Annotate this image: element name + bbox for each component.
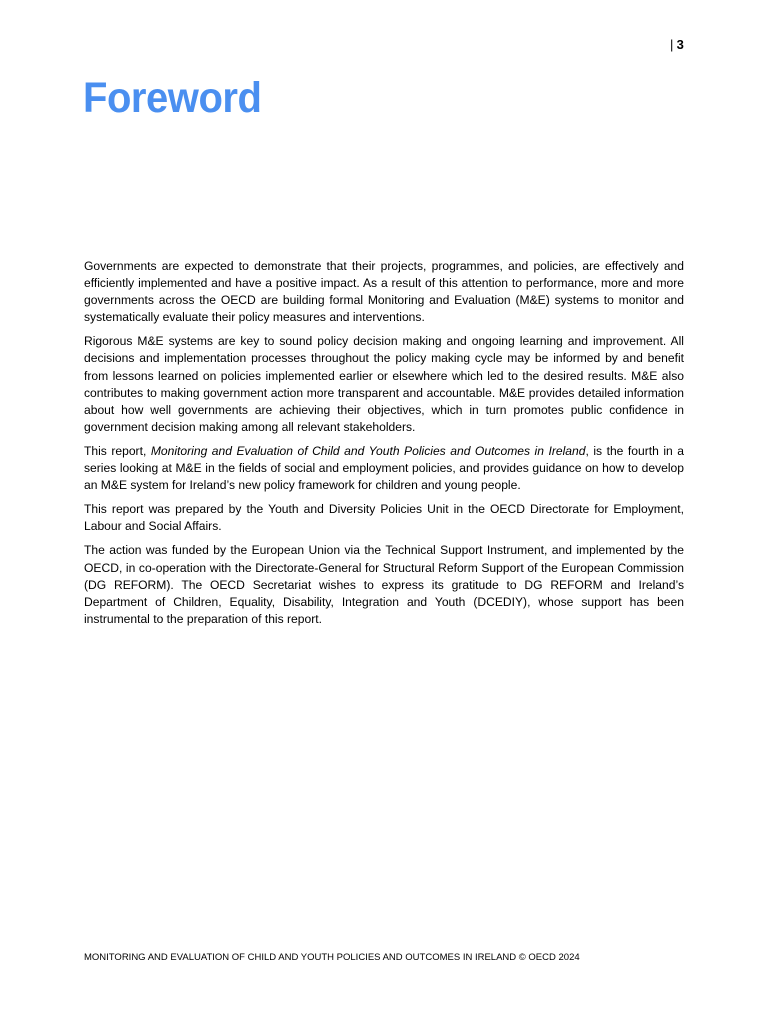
page-number-value: 3 xyxy=(676,37,684,52)
page-title: Foreword xyxy=(83,74,262,122)
foreword-body xyxy=(84,258,684,635)
page-footer: MONITORING AND EVALUATION OF CHILD AND YOUTH POLICIES AND OUTCOMES IN IRELAND © OECD 2024 xyxy=(84,952,580,963)
paragraph-3-rest: , is the fourth in a series looking at M&E in the fields of social and employment policies, and provides guidance on how to develop an M&E system for Ireland’s new policy framework for children and young people. xyxy=(84,443,684,493)
paragraph-4: This report was prepared by the Youth and Diversity Policies Unit in the OECD Directorate for Employment, Labour and Social Affairs. xyxy=(84,502,684,534)
page-number xyxy=(670,37,684,52)
paragraph-2: Rigorous M&E systems are key to sound policy decision making and ongoing learning and improvement. All decisions and implementation processes throughout the policy making cycle may be informed by and benefit from lessons learned on policies implemented earlier or elsewhere which led to the desired results. M&E also contributes to making government action more transparent and accountable. M&E provides detailed information about how well governments are achieving their objectives, which in turn promotes public confidence in government decision making among all relevant stakeholders. xyxy=(84,334,684,434)
page-separator: | xyxy=(669,37,674,52)
paragraph-3 xyxy=(84,443,684,494)
paragraph-1: Governments are expected to demonstrate that their projects, programmes, and policies, are effectively and efficiently implemented and have a positive impact. As a result of this attention to performance, more and more governments across the OECD are building formal Monitoring and Evaluation (M&E) systems to monitor and systematically evaluate their policy measures and interventions. xyxy=(84,259,684,325)
report-title-italic: Monitoring and Evaluation of Child and Youth Policies and Outcomes in Ireland xyxy=(150,443,586,458)
paragraph-5: The action was funded by the European Union via the Technical Support Instrument, and implemented by the OECD, in co-operation with the Directorate-General for Structural Reform Support of the European Commission (DG REFORM). The OECD Secretariat wishes to express its gratitude to DG REFORM and Ireland’s Department of Children, Equality, Disability, Integration and Youth (DCEDIY), whose support has been instrumental to the preparation of this report. xyxy=(84,543,684,626)
paragraph-3-lead: This report, xyxy=(84,443,151,458)
